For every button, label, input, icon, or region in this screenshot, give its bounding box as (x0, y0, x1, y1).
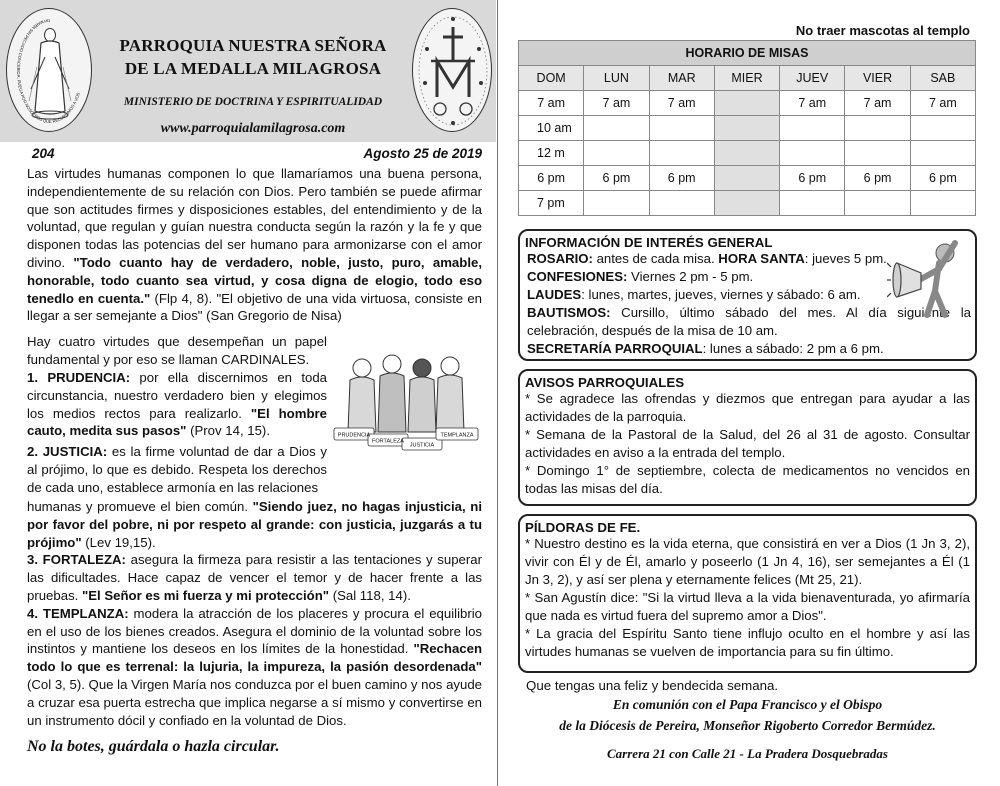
virtue-reference: (Prov 14, 15). (186, 423, 270, 439)
day-header: DOM (519, 66, 584, 91)
issue-number: 204 (32, 146, 55, 161)
virtue-reference: (Lev 19,15). (81, 534, 156, 550)
notices-title: AVISOS PARROQUIALES (525, 375, 685, 390)
schedule-cell: 6 pm (584, 166, 649, 191)
left-page (0, 0, 496, 786)
virtue-label: 1. PRUDENCIA: (27, 370, 131, 385)
schedule-cell (910, 191, 975, 216)
parish-notices-box (518, 369, 977, 506)
schedule-cell (910, 141, 975, 166)
virtue-text: modera la atracción de los placeres y procura el equilibrio en el uso de los bienes creados. Asegura el dominio de la voluntad sobre los instintos y mantiene los deseos en los límites de la honestidad. (27, 605, 482, 657)
parish-title-line2: DE LA MEDALLA MILAGROSA (124, 59, 382, 78)
mass-schedule-table (518, 40, 976, 216)
website-link[interactable]: www.parroquialamilagrosa.com (160, 121, 346, 136)
schedule-cell (845, 141, 910, 166)
schedule-cell (780, 141, 845, 166)
schedule-cell: 6 pm (649, 166, 714, 191)
day-header: LUN (584, 66, 649, 91)
virtue-label: 2. JUSTICIA: (27, 444, 108, 459)
faith-pills-title: PÍLDORAS DE FE. (525, 520, 641, 535)
justicia-continuation: humanas y promueve el bien común. (27, 499, 253, 514)
info-label: HORA SANTA (718, 251, 805, 266)
issue-date: Agosto 25 de 2019 (363, 146, 482, 161)
schedule-cell (584, 116, 649, 141)
cardinal-virtues-illustration (330, 350, 480, 460)
virtue-text: es la firme voluntad de dar a Dios y al prójimo, lo que es debido. Respeta los derechos de cada uno, establece armonía en las relaciones (27, 444, 327, 495)
virtue-quote: "El Señor es mi fuerza y mi protección" (82, 587, 330, 603)
virtue-label: 3. FORTALEZA: (27, 552, 126, 568)
schedule-row (519, 116, 976, 141)
communion-line2: de la Diócesis de Pereira, Monseñor Rigoberto Corredor Bermúdez. (559, 718, 936, 733)
schedule-cell: 7 pm (519, 191, 584, 216)
general-info-box (518, 229, 977, 361)
info-text: antes de cada misa. (592, 251, 719, 266)
notice-item: * Se agradece las ofrendas y diezmos que entregan para ayudar a las actividades de la parroquia. (525, 391, 970, 424)
schedule-cell: 6 pm (845, 166, 910, 191)
schedule-cell: 6 pm (910, 166, 975, 191)
no-pets-notice: No traer mascotas al templo (795, 23, 970, 38)
schedule-cell: 7 am (584, 91, 649, 116)
schedule-cell: 7 am (649, 91, 714, 116)
virtue-continuation (27, 498, 482, 729)
schedule-cell (845, 191, 910, 216)
virtue-label: 4. TEMPLANZA: (27, 605, 129, 621)
virtue-quote: "Siendo juez, no hagas injusticia, ni por favor del pobre, ni por respeto al grande: con justicia, juzgarás a tu prójimo" (27, 499, 482, 550)
info-label: SECRETARÍA PARROQUIAL (527, 341, 703, 356)
virtue-text: asegura la firmeza para resistir a las tentaciones y superar las dificultades. Hace capaz de vencer el temor y de hacer frente a las pruebas. (27, 552, 483, 603)
schedule-cell (649, 191, 714, 216)
svg-text:OH MARÍA SIN PECADO CONCEBIDA,: OH MARÍA SIN PECADO CONCEBIDA, RUEGA POR NOSOTROS QUE RECURRIMOS A VOS (16, 17, 81, 125)
schedule-title: HORARIO DE MISAS (519, 41, 976, 66)
virtue-prudencia (27, 369, 327, 440)
day-header: VIER (845, 66, 910, 91)
schedule-cell (584, 191, 649, 216)
schedule-cell: 7 am (780, 91, 845, 116)
notice-item: * Domingo 1° de septiembre, colecta de medicamentos no vencidos en todas las misas del día. (525, 463, 970, 496)
bulletin-header (0, 0, 496, 142)
schedule-row (519, 191, 976, 216)
day-header: MAR (649, 66, 714, 91)
schedule-cell (714, 116, 779, 141)
info-label: CONFESIONES: (527, 269, 628, 284)
schedule-cell: 12 m (519, 141, 584, 166)
schedule-cell: 6 pm (519, 166, 584, 191)
schedule-cell (714, 141, 779, 166)
info-text: : lunes a sábado: 2 pm a 6 pm. (702, 341, 884, 356)
schedule-cell (714, 166, 779, 191)
megaphone-figure-icon (887, 233, 971, 319)
schedule-cell (714, 91, 779, 116)
virtue-reference: (Sal 118, 14). (329, 587, 411, 603)
info-secretaria (520, 340, 975, 358)
cardinal-intro: Hay cuatro virtudes que desempeñan un papel fundamental y por eso se llaman CARDINALES. (27, 334, 327, 367)
closing-greeting: Que tengas una feliz y bendecida semana. (526, 678, 779, 693)
parish-address: Carrera 21 con Calle 21 - La Pradera Dosquebradas (607, 746, 888, 761)
virtue-quote: "El hombre cauto, medita sus pasos" (27, 405, 327, 439)
medal-reverse-image (412, 8, 492, 132)
info-label: ROSARIO: (527, 251, 593, 266)
schedule-cell: 7 am (910, 91, 975, 116)
schedule-cell (845, 116, 910, 141)
day-header: MIER (714, 66, 779, 91)
schedule-cell (714, 191, 779, 216)
schedule-cell (780, 116, 845, 141)
right-page (498, 0, 1000, 786)
intro-paragraph (27, 165, 482, 325)
schedule-row (519, 91, 976, 116)
schedule-cell (584, 141, 649, 166)
info-label: BAUTISMOS: (527, 305, 611, 320)
intro-quote: "Todo cuanto hay de verdadero, noble, justo, puro, amable, honorable, todo cuanto sea virtud, y cosa digna de elogio, todo eso tenedlo en cuenta." (27, 254, 482, 306)
day-header: SAB (910, 66, 975, 91)
virtue-text: por ella discernimos en toda circunstancia, nuestro verdadero bien y elegimos los medios rectos para realizarlo. (27, 370, 327, 421)
parish-title-line1: PARROQUIA NUESTRA SEÑORA (119, 36, 387, 55)
virtue-reference: (Col 3, 5). Que la Virgen María nos conduzca por el buen camino y nos ayude a cruzar esa puerta estrecha que implica negarse a sí mismo y convertirse en un instrumento dócil y confiado en la voluntad de Dios. (27, 676, 482, 728)
schedule-cell (780, 191, 845, 216)
schedule-cell: 10 am (519, 116, 584, 141)
info-title: INFORMACIÓN DE INTERÉS GENERAL (525, 235, 773, 250)
notice-item: * Semana de la Pastoral de la Salud, del 26 al 31 de agosto. Consultar actividades en aviso a la entrada del templo. (525, 427, 970, 460)
info-label: LAUDES (527, 287, 582, 302)
faith-pill-item: * Nuestro destino es la vida eterna, que consistirá en ver a Dios (1 Jn 3, 2), vivir con Él y de Él, amarlo y poseerlo (1 Jn 4, 16), ser semejantes a Él (1 Jn 3, 2), y así ser plena y eternamente felices (Mt 25, 21). (525, 536, 970, 587)
schedule-cell: 7 am (845, 91, 910, 116)
schedule-cell (649, 116, 714, 141)
schedule-cell: 7 am (519, 91, 584, 116)
info-text: : lunes, martes, jueves, viernes y sábado: 6 am. (581, 287, 861, 302)
schedule-cell: 6 pm (780, 166, 845, 191)
saint-label: TEMPLANZA (440, 432, 474, 439)
info-text: : jueves 5 pm. (804, 251, 887, 266)
info-text: Viernes 2 pm - 5 pm. (627, 269, 754, 284)
virtue-justicia (27, 443, 327, 496)
info-text: Cursillo, último sábado del mes. Al día siguiente la celebración, después de la misa de 10 am. (527, 305, 971, 338)
virtue-quote: "Rechacen todo lo que es terrenal: la lujuria, la impureza, la pasión desordenada" (27, 641, 482, 675)
day-header: JUEV (780, 66, 845, 91)
schedule-row (519, 141, 976, 166)
share-note: No la botes, guárdala o hazla circular. (27, 738, 280, 755)
intro-reference: (Flp 4, 8). "El objetivo de una vida virtuosa, consiste en llegar a ser semejante a Dios" (San Gregorio de Nisa) (27, 290, 483, 324)
faith-pill-item: * San Agustín dice: "Si la virtud lleva a la vida bienaventurada, yo afirmaría que nada es virtud fuera del supremo amor a Dios". (525, 590, 970, 623)
communion-line1: En comunión con el Papa Francisco y el Obispo (612, 697, 883, 712)
intro-text: Las virtudes humanas componen lo que llamaríamos una buena persona, independientemente de su relación con Dios. Pero también se puede afirmar que son actitudes firmes y disposiciones estables, del entendimiento y de la voluntad, que regulan y guían nuestra conducta según la razón y la fe y que disponen todas las potencias del ser humano para armonizarse con el amor divino. (27, 166, 482, 270)
saint-label: JUSTICIA (409, 442, 435, 449)
schedule-cell (910, 116, 975, 141)
saint-label: PRUDENCIA (337, 432, 371, 439)
saint-label: FORTALEZA (372, 438, 404, 445)
ministry-name: MINISTERIO DE DOCTRINA Y ESPIRITUALIDAD (123, 96, 383, 108)
schedule-cell (649, 141, 714, 166)
virgin-medal-image (6, 8, 92, 132)
faith-pill-item: * La gracia del Espíritu Santo tiene influjo oculto en el hombre y así las virtudes humanas se vuelven de importancia para su fin último. (525, 626, 970, 659)
schedule-row (519, 166, 976, 191)
faith-pills-box (518, 514, 977, 673)
